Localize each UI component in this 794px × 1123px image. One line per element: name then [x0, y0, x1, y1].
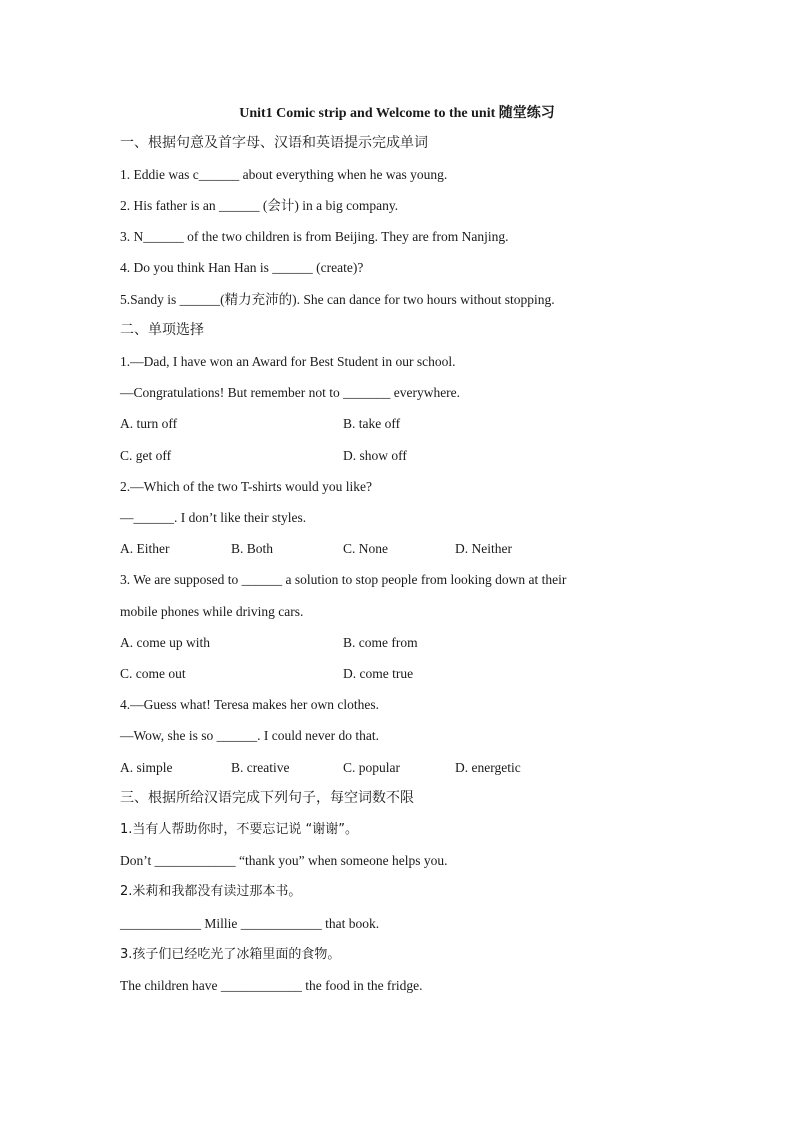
q2-stem-line2: —______. I don’t like their styles. [120, 510, 307, 525]
s3-item-3-chinese: 3.孩子们已经吃光了冰箱里面的食物。 [120, 947, 341, 962]
s1-item-5: 5.Sandy is ______(精力充沛的). She can dance for two hours without stopping. [120, 292, 555, 307]
q4-option-d: D. energetic [455, 760, 521, 775]
q3-option-a: A. come up with [120, 635, 210, 650]
q2-option-b: B. Both [231, 541, 274, 556]
q4-option-b: B. creative [231, 760, 290, 775]
q2-option-c: C. None [343, 541, 388, 556]
q1-option-c: C. get off [120, 448, 172, 463]
s1-item-3: 3. N______ of the two children is from Beijing. They are from Nanjing. [120, 229, 509, 244]
q3-option-b: B. come from [343, 635, 418, 650]
q2-option-d: D. Neither [455, 541, 512, 556]
q3-stem-line1: 3. We are supposed to ______ a solution to stop people from looking down at their [120, 572, 567, 587]
q2-option-a: A. Either [120, 541, 170, 556]
section1-heading: 一、根据句意及首字母、汉语和英语提示完成单词 [120, 135, 428, 151]
s3-item-1-chinese: 1.当有人帮助你时，不要忘记说 “谢谢”。 [120, 822, 359, 837]
q4-option-c: C. popular [343, 760, 400, 775]
q1-stem-line2: —Congratulations! But remember not to _______ everywhere. [120, 385, 461, 400]
s3-item-2-english: ____________ Millie ____________ that book. [120, 916, 380, 931]
q4-stem-line2: —Wow, she is so ______. I could never do that. [120, 728, 379, 743]
section2-heading: 二、单项选择 [120, 322, 204, 338]
s1-item-4: 4. Do you think Han Han is ______ (create)? [120, 260, 364, 275]
s3-item-2-chinese: 2.米莉和我都没有读过那本书。 [120, 884, 302, 899]
q3-option-d: D. come true [343, 666, 414, 681]
q1-option-b: B. take off [343, 416, 401, 431]
q4-stem-line1: 4.—Guess what! Teresa makes her own clothes. [120, 697, 379, 712]
q1-stem-line1: 1.—Dad, I have won an Award for Best Student in our school. [120, 354, 456, 369]
q3-option-c: C. come out [120, 666, 186, 681]
s3-item-1-english: Don’t ____________ “thank you” when someone helps you. [120, 853, 448, 868]
s1-item-2: 2. His father is an ______ (会计) in a big company. [120, 198, 399, 213]
s3-item-3-english: The children have ____________ the food in the fridge. [120, 978, 423, 993]
page-title: Unit1 Comic strip and Welcome to the unit 随堂练习 [239, 106, 555, 121]
q3-stem-line2: mobile phones while driving cars. [120, 604, 304, 619]
q4-option-a: A. simple [120, 760, 173, 775]
section3-heading: 三、根据所给汉语完成下列句子，每空词数不限 [120, 790, 414, 806]
s1-item-1: 1. Eddie was c______ about everything when he was young. [120, 167, 448, 182]
q2-stem-line1: 2.—Which of the two T-shirts would you like? [120, 479, 372, 494]
q1-option-a: A. turn off [120, 416, 178, 431]
q1-option-d: D. show off [343, 448, 407, 463]
